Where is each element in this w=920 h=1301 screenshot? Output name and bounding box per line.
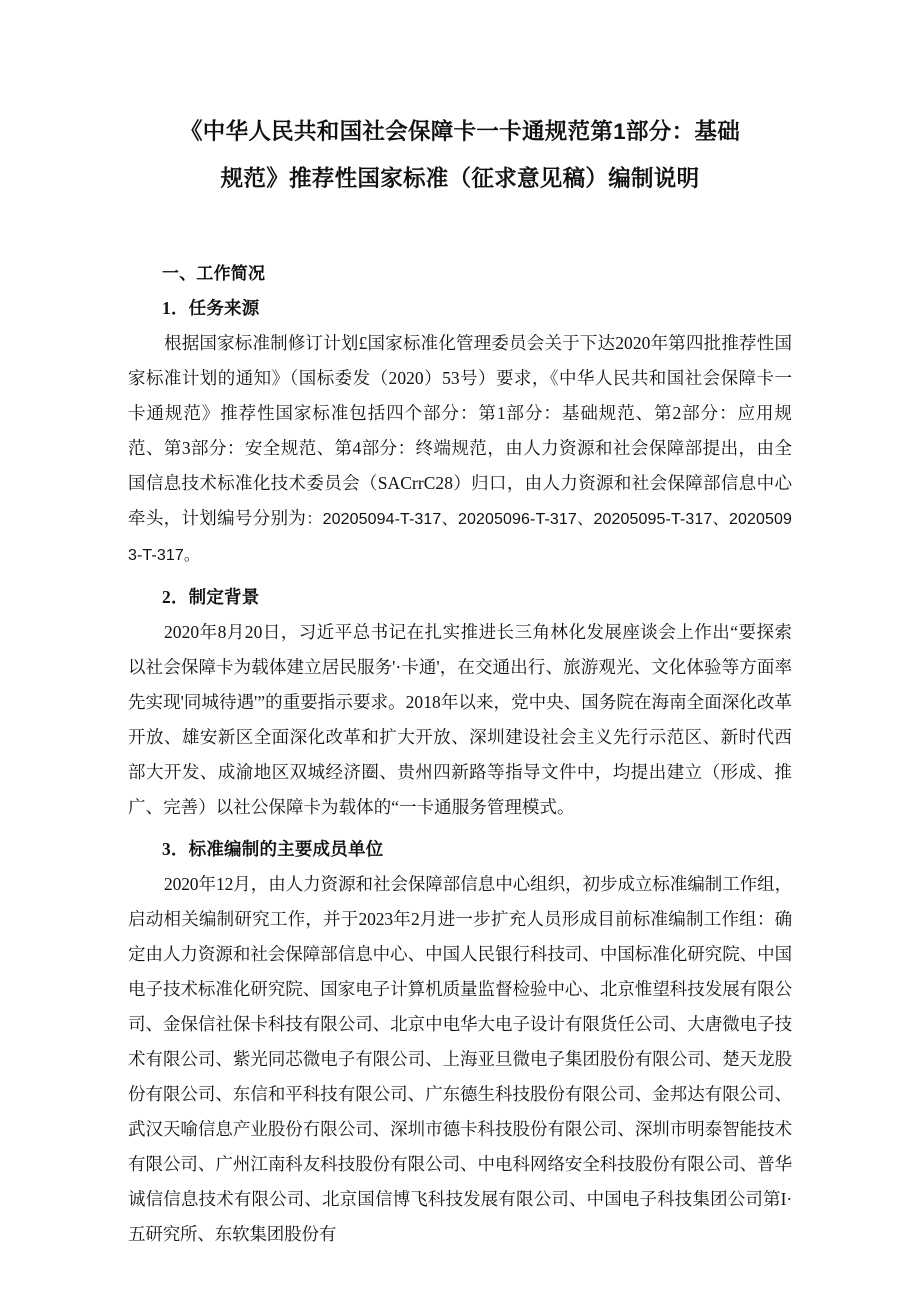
paragraph-task-source-text: 根据国家标准制修订计划£国家标准化管理委员会关于下达2020年第四批推荐性国家标准计划的通知》（国标委发（2020）53号）要求，《中华人民共和国社会保障卡一卡通规范》推荐性国家标准包括四个部分：第1部分：基础规范、第2部分：应用规范、第3部分：安全规范、第4部分：终端规范，由人力资源和社会保障部提出，由全国信息技术标准化技术委员会（SACrrC28）归口，由人力资源和社会保障部信息中心牵头，计划编号分别为 <box>128 333 792 528</box>
page-title-line-1: 《中华人民共和国社会保障卡一卡通规范第1部分：基础 <box>179 119 740 144</box>
paragraph-member-units: 2020年12月，由人力资源和社会保障部信息中心组织，初步成立标准编制工作组，启动相关编制研究工作，并于2023年2月进一步扩充人员形成目前标准编制工作组：确定由人力资源和社会保障部信息中心、中国人民银行科技司、中国标准化研究院、中国电子技术标准化研究院、国家电子计算机质量监督检验中心、北京惟望科技发展有限公司、金保信社保卡科技有限公司、北京中电华大电子设计有限货任公司、大唐微电子技术有限公司、紫光同芯微电子有限公司、上海亚旦微电子集团股份有限公司、楚天龙股份有限公司、东信和平科技有限公司、广东德生科技股份有限公司、金邦达有限公司、武汉天喻信息产业股份冇限公司、深圳市德卡科技股份有限公司、深圳市明泰智能技术有限公司、广州江南科友科技股份有限公司、中电科网络安全科技股份有限公司、普华诚信信息技术有限公司、北京国信博飞科技发展有限公司、中国电子科技集团公司第I·五研究所、东软集团股份有 <box>128 874 792 1244</box>
subsection-heading-member-units: 3．标准编制的主要成员单位 <box>162 839 384 859</box>
page-title <box>150 0 770 202</box>
section-heading-work-overview: 一、工作简况 <box>162 264 266 283</box>
paragraph-background: 2020年8月20日，习近平总书记在扎实推进长三角林化发展座谈会上作出“要探索以社会保障卡为载体建立居民服务'·卡通'，在交通出行、旅游观光、文化体验等方面率先实现'同城待遇'”的重要指示要求。2018年以来，党中央、国务院在海南全面深化改革开放、雄安新区全面深化改革和扩大开放、深圳建设社会主义先行示范区、新时代西部大开发、成渝地区双城经济圈、贵州四新路等指导文件中，均提出建立（形成、推广、完善）以社公保障卡为载体的“一卡通服务管理模式。 <box>128 622 792 817</box>
subsection-heading-background: 2．制定背景 <box>162 587 260 607</box>
subsection-heading-task-source: 1．任务来源 <box>162 298 260 318</box>
plan-numbers: ：20205094-T-317、20205096-T-317、20205095-T-317、20205093-T-317。 <box>128 511 792 564</box>
page-title-line-2: 规范》推荐性国家标准（征求意见稿）编制说明 <box>220 166 700 191</box>
paragraph-task-source <box>128 326 792 573</box>
document-content <box>128 0 792 1252</box>
